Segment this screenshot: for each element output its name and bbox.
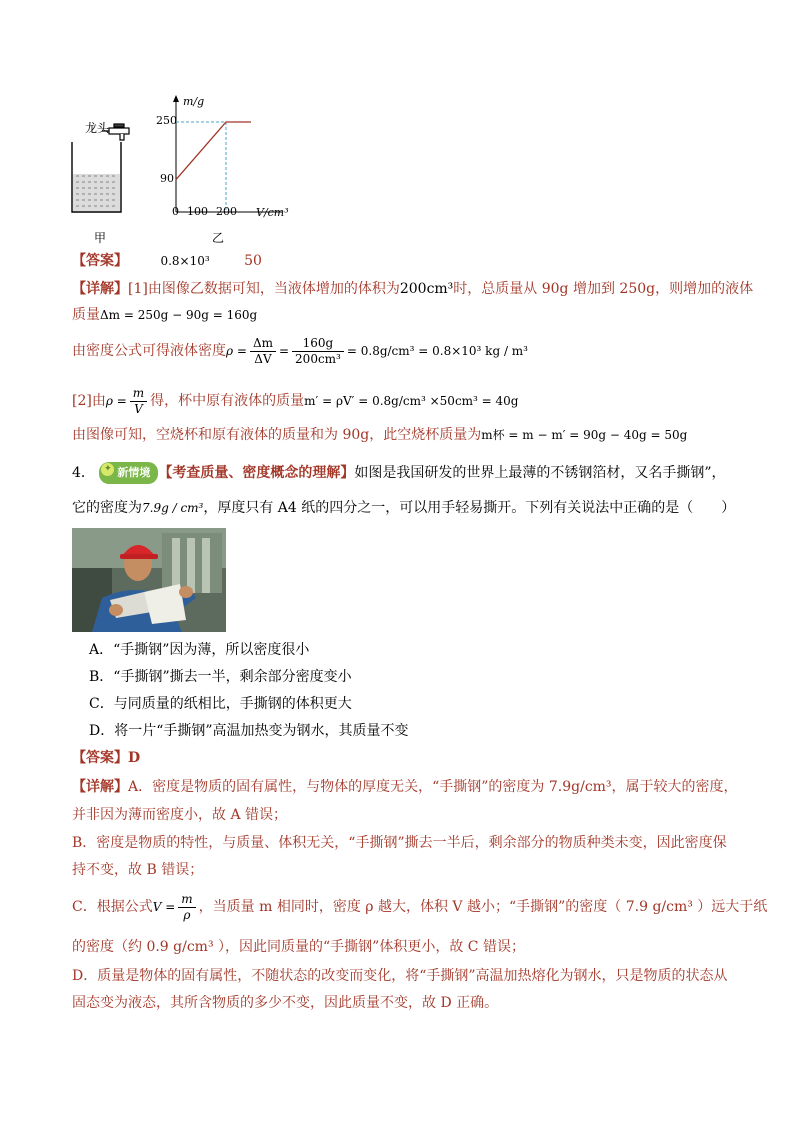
detail-tag: 【详解】	[72, 281, 128, 297]
fraction-160-200: $\frac{160g}{\text{200cm³}}$	[292, 336, 344, 367]
y-tick-90: 90	[160, 172, 174, 185]
x-axis-label: V/cm³	[256, 206, 289, 219]
fraction-dm-dv: $\frac{\Delta m}{\Delta V}$	[250, 336, 276, 367]
delta-m-eq: Δm = 250g − 90g = 160g	[100, 308, 258, 322]
beaker-icon	[72, 142, 121, 212]
q4-detail-d2: 固态变为液态，其所含物质的多少不变，因此质量不变，故 D 正确。	[72, 995, 499, 1011]
y-axis	[173, 95, 179, 212]
answer-tag: 【答案】	[72, 253, 128, 269]
q3-detail-line-1: 【详解】[1]由图像乙数据可知，当液体增加的体积为200cm³时，总质量从 90g 增加到 250g，则增加的液体	[72, 281, 754, 297]
new-context-badge: ✦ 新情境	[99, 462, 158, 484]
q4-detail-b1: B．密度是物质的特性，与质量、体积无关，“手撕钢”撕去一半后，剩余部分的物质种类未变，因此密度保	[72, 835, 727, 851]
fraction-m-v: $\frac{m}{V}$	[130, 386, 147, 417]
q3-detail-line-2: 质量Δm = 250g − 90g = 160g	[72, 307, 258, 323]
volume-200: 200cm³	[399, 281, 454, 297]
faucet-icon	[102, 124, 129, 140]
q4-detail-d1: D．质量是物体的固有属性，不随状态的改变而变化，将“手撕钢”高温加热熔化为钢水，只是物质的状态从	[72, 968, 728, 984]
y-tick-250: 250	[156, 114, 177, 127]
q4-detail-c2: 的密度（约 0.9 g/cm³ ），因此同质量的“手撕钢”体积更小，故 C 错误；	[72, 939, 525, 955]
left-caption: 甲	[94, 231, 107, 245]
option-a: A．“手撕钢”因为薄，所以密度很小	[89, 642, 310, 658]
data-line	[176, 122, 251, 180]
x-tick-0: 0	[172, 205, 179, 218]
faucet-label: 龙头	[85, 121, 110, 135]
q4-detail-a1: 【详解】A．密度是物质的固有属性，与物体的厚度无关，“手撕钢”的密度为 7.9g/cm³，属于较大的密度，	[72, 779, 738, 795]
x-tick-200: 200	[216, 205, 237, 218]
q4-detail-b2: 持不变，故 B 错误；	[72, 862, 204, 878]
worker-photo	[72, 528, 226, 632]
topic-tag: 【考查质量、密度概念的理解】	[158, 465, 355, 481]
q4-detail-c1: C．根据公式V = $\frac{m}{\rho}$ ，当质量 m 相同时，密度 ρ 越大，体积 V 越小；“手撕钢”的密度（ 7.9 g/cm³ ）远大于纸	[72, 891, 768, 922]
q4-stem-line-1: 4． ✦ 新情境 【考查质量、密度概念的理解】如图是我国研发的世界上最薄的不锈钢箔材，又名手撕钢”，	[72, 462, 726, 484]
option-b: B．“手撕钢”撕去一半，剩余部分密度变小	[89, 669, 352, 685]
y-axis-label: m/g	[183, 95, 205, 108]
answer-1: 0.8×10³	[160, 254, 210, 268]
q3-detail-line-5: 由图像可知，空烧杯和原有液体的质量和为 90g，此空烧杯质量为m杯 = m − m′ = 90g − 40g = 50g	[72, 427, 688, 443]
q3-detail-line-4: [2]由ρ = $\frac{m}{V}$ 得，杯中原有液体的质量m′ = ρV′ = 0.8g/cm³ ×50cm³ = 40g	[72, 385, 519, 416]
q3-answer-line	[72, 251, 262, 271]
option-c: C．与同质量的纸相比，手撕钢的体积更大	[89, 696, 352, 712]
q3-detail-line-3: 由密度公式可得液体密度ρ = $\frac{\Delta m}{\Delta V}$ = $\frac{160g}{\text{200cm³}}$ = 0.8g/cm³ = 0.8×10³ kg / m³	[72, 335, 528, 366]
beaker-diagram	[66, 116, 146, 220]
fraction-m-rho: $\frac{m}{\rho}$	[178, 892, 195, 923]
q4-stem-line-2: 它的密度为7.9g / cm³，厚度只有 A4 纸的四分之一，可以用手轻易撕开。下列有关说法中正确的是（ ）	[72, 500, 736, 516]
answer-2: 50	[244, 253, 262, 269]
option-d: D．将一片“手撕钢”高温加热变为钢水，其质量不变	[89, 723, 409, 739]
q4-detail-a2: 并非因为薄而密度小，故 A 错误；	[72, 807, 288, 823]
right-caption: 乙	[212, 231, 225, 245]
q4-answer: 【答案】D	[72, 750, 141, 766]
question-number: 4．	[72, 465, 95, 481]
lightbulb-icon: ✦	[101, 463, 114, 476]
x-tick-100: 100	[187, 205, 208, 218]
